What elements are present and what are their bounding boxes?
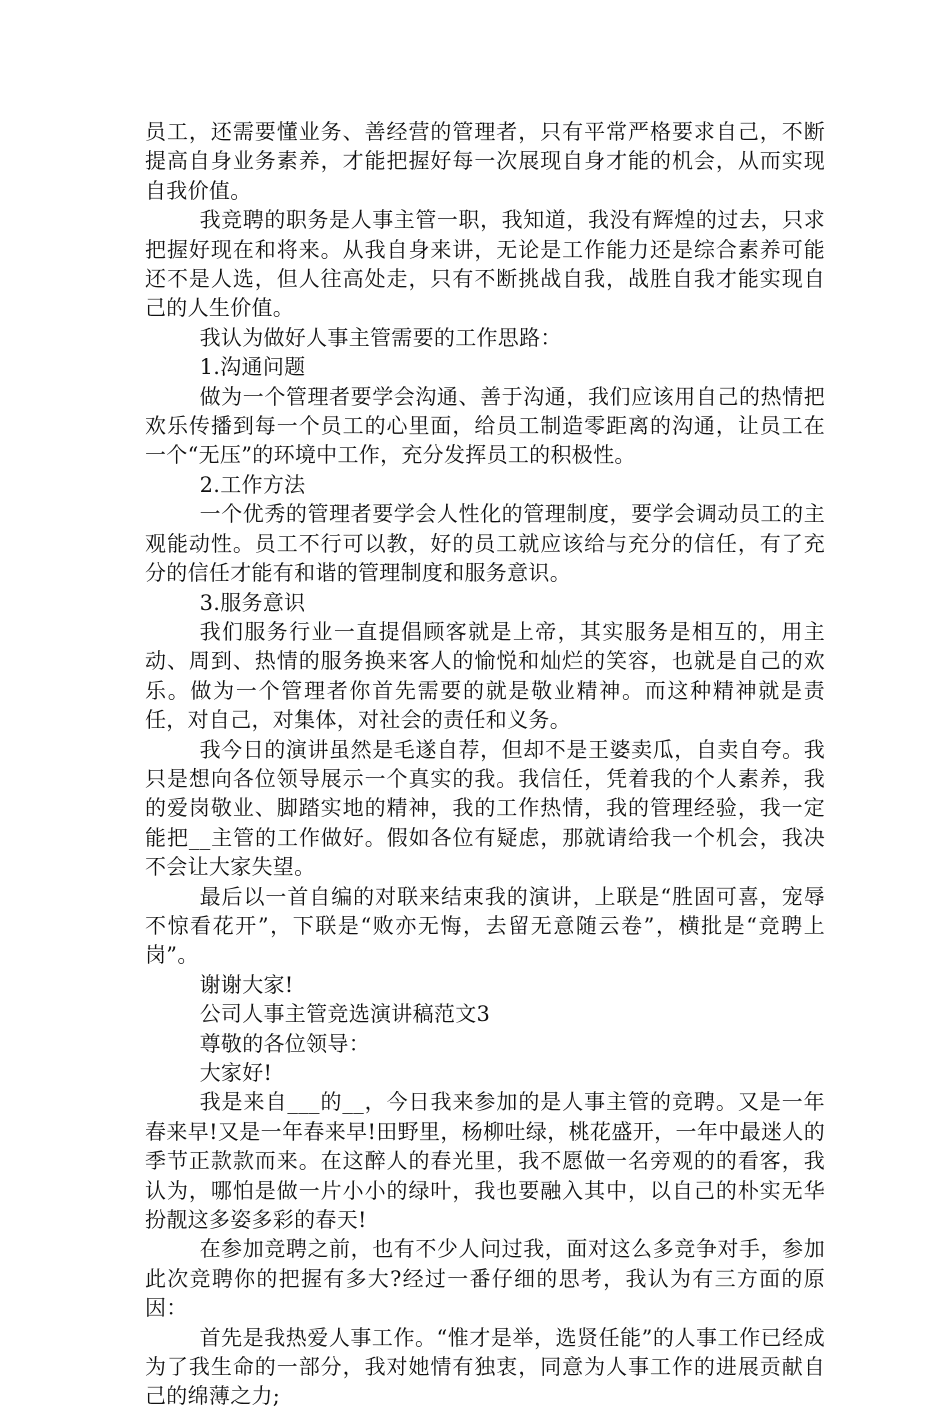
paragraph-work-method: 一个优秀的管理者要学会人性化的管理制度，要学会调动员工的主观能动性。员工不行可以教，好的员工就应该给与充分的信任，有了充分的信任才能有和谐的管理制度和服务意识。: [145, 502, 825, 586]
greeting: 大家好!: [199, 1061, 273, 1085]
heading-communication: 1.沟通问题: [199, 355, 306, 380]
document-body: [145, 118, 825, 1412]
paragraph-continuation: 员工，还需要懂业务、善经营的管理者，只有平常严格要求自己，不断提高自身业务素养，才能把握好每一次展现自身才能的机会，从而实现自我价值。: [145, 120, 825, 203]
heading-service: 3.服务意识: [199, 590, 306, 615]
paragraph-thanks: 谢谢大家!: [199, 972, 294, 997]
paragraph-service: 我们服务行业一直提倡顾客就是上帝，其实服务是相互的，用主动、周到、热情的服务换来客人的愉悦和灿烂的笑容，也就是自己的欢乐。做为一个管理者你首先需要的就是敬业精神。而这种精神就是责任，对自己，对集体，对社会的责任和义务。: [145, 619, 825, 733]
paragraph-couplet: 最后以一首自编的对联来结束我的演讲，上联是“胜固可喜，宠辱不惊看花开”，下联是“败亦无悔，去留无意随云卷”，横批是“竞聘上岗”。: [145, 884, 825, 968]
paragraph-confidence: 在参加竞聘之前，也有不少人问过我，面对这么多竞争对手，参加此次竞聘你的把握有多大?经过一番仔细的思考，我认为有三方面的原因：: [145, 1237, 825, 1321]
salutation: 尊敬的各位领导：: [199, 1031, 370, 1056]
paragraph-first-reason: 首先是我热爱人事工作。“惟才是举，选贤任能”的人事工作已经成为了我生命的一部分，我对她情有独衷，同意为人事工作的进展贡献自己的绵薄之力;: [145, 1325, 825, 1409]
paragraph-work-ideas-intro: 我认为做好人事主管需要的工作思路：: [199, 325, 562, 350]
paragraph-communication: 做为一个管理者要学会沟通、善于沟通，我们应该用自己的热情把欢乐传播到每一个员工的心里面，给员工制造零距离的沟通，让员工在一个“无压”的环境中工作，充分发挥员工的积极性。: [145, 384, 825, 468]
paragraph-introduction: 我是来自___的__，今日我来参加的是人事主管的竞聘。又是一年春来早!又是一年春来早!田野里，杨柳吐绿，桃花盛开，一年中最迷人的季节正款款而来。在这醉人的春光里，我不愿做一名旁观的的看客，我认为，哪怕是做一片小小的绿叶，我也要融入其中，以自己的朴实无华扮靓这多姿多彩的春天!: [145, 1090, 825, 1233]
paragraph-position: 我竞聘的职务是人事主管一职，我知道，我没有辉煌的过去，只求把握好现在和将来。从我自身来讲，无论是工作能力还是综合素养可能还不是人选，但人往高处走，只有不断挑战自我，战胜自我才能实现自己的人生价值。: [145, 208, 825, 321]
section-title: 公司人事主管竞选演讲稿范文3: [199, 1002, 491, 1027]
paragraph-self-recommendation: 我今日的演讲虽然是毛遂自荐，但却不是王婆卖瓜，自卖自夸。我只是想向各位领导展示一个真实的我。我信任，凭着我的个人素养，我的爱岗敬业、脚踏实地的精神，我的工作热情，我的管理经验，我一定能把__主管的工作做好。假如各位有疑虑，那就请给我一个机会，我决不会让大家失望。: [145, 737, 825, 880]
heading-work-method: 2.工作方法: [199, 472, 306, 497]
